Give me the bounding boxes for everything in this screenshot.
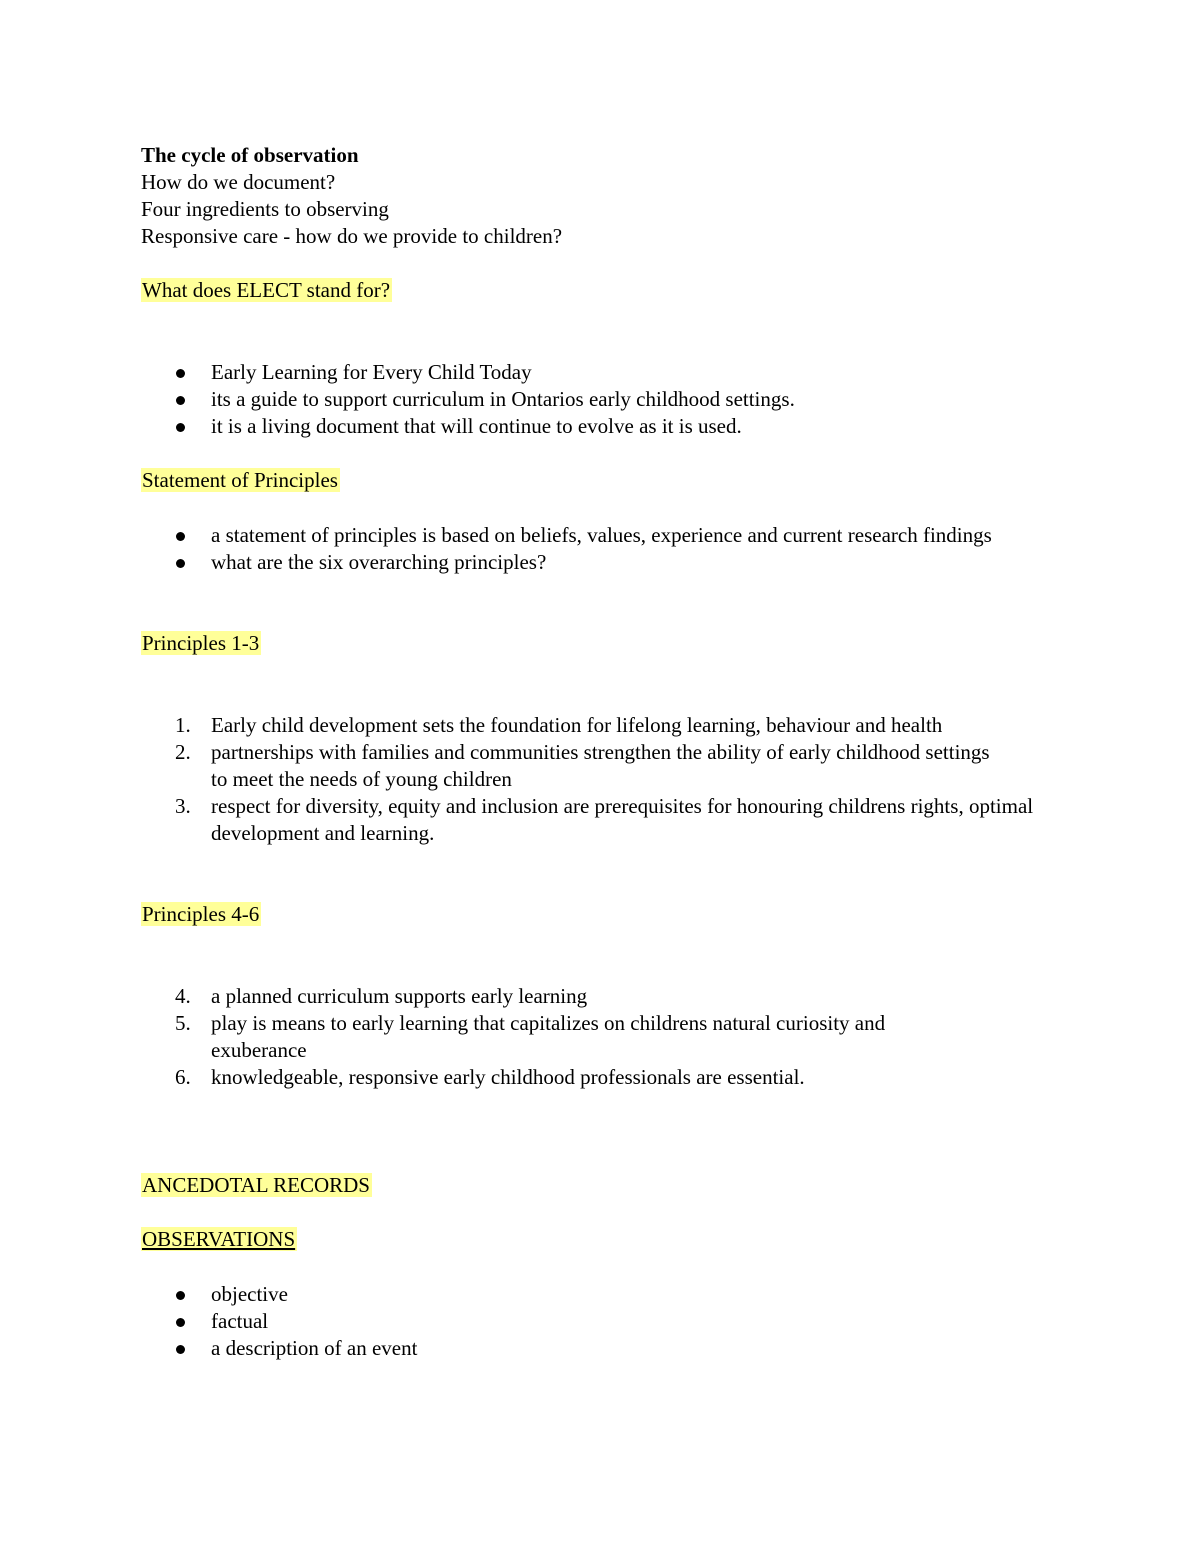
- list-item: 3. respect for diversity, equity and inclusion are prerequisites for honouring childrens rights, optimal development and learning.: [175, 794, 1034, 845]
- list-number: 2.: [175, 740, 191, 764]
- principles-4-6-heading-row: [141, 901, 1071, 928]
- list-item: its a guide to support curriculum in Ontarios early childhood settings.: [141, 386, 1071, 413]
- elect-heading-row: [141, 277, 1071, 304]
- principles-1-3-heading: Principles 1-3: [142, 631, 260, 655]
- bullet-icon: [176, 423, 185, 432]
- statement-heading: Statement of Principles: [142, 468, 338, 492]
- list-item: factual: [141, 1308, 1071, 1335]
- statement-heading-row: [141, 467, 1071, 494]
- document-title: The cycle of observation: [141, 143, 359, 167]
- list-number: 5.: [175, 1011, 191, 1035]
- list-item: a statement of principles is based on beliefs, values, experience and current research findings: [141, 522, 1071, 549]
- elect-list: [141, 359, 1071, 440]
- anecdotal-heading-row: [141, 1172, 1071, 1199]
- intro-line: How do we document?: [141, 170, 336, 194]
- intro-line: Responsive care - how do we provide to children?: [141, 224, 563, 248]
- intro-line: Four ingredients to observing: [141, 197, 389, 221]
- list-item: 4. a planned curriculum supports early learning: [175, 984, 588, 1008]
- observations-heading-row: [141, 1226, 1071, 1253]
- bullet-icon: [176, 1345, 185, 1354]
- list-item: 5. play is means to early learning that capitalizes on childrens natural curiosity and exuberance: [175, 1011, 886, 1062]
- bullet-icon: [176, 396, 185, 405]
- principles-4-6-list: [141, 983, 1071, 1091]
- bullet-icon: [176, 369, 185, 378]
- principles-4-6-heading: Principles 4-6: [142, 902, 260, 926]
- principles-1-3-list: [141, 712, 1071, 847]
- bullet-icon: [176, 559, 185, 568]
- observations-list: [141, 1281, 1071, 1362]
- list-number: 3.: [175, 794, 191, 818]
- statement-list: [141, 522, 1071, 576]
- list-item: objective: [141, 1281, 1071, 1308]
- list-number: 4.: [175, 984, 191, 1008]
- principles-1-3-heading-row: [141, 630, 1071, 657]
- list-item: 1. Early child development sets the foundation for lifelong learning, behaviour and health: [175, 713, 943, 737]
- document-page: [141, 142, 1071, 1362]
- elect-heading: What does ELECT stand for?: [142, 278, 391, 302]
- observations-heading: OBSERVATIONS: [142, 1227, 296, 1251]
- list-item: Early Learning for Every Child Today: [141, 359, 1071, 386]
- list-number: 6.: [175, 1065, 191, 1089]
- anecdotal-heading: ANCEDOTAL RECORDS: [142, 1173, 370, 1197]
- list-item: it is a living document that will continue to evolve as it is used.: [141, 413, 1071, 440]
- bullet-icon: [176, 1318, 185, 1327]
- list-item: 6. knowledgeable, responsive early childhood professionals are essential.: [175, 1065, 805, 1089]
- bullet-icon: [176, 1291, 185, 1300]
- list-item: 2. partnerships with families and communities strengthen the ability of early childhood settings to meet the needs of young children: [175, 740, 990, 791]
- bullet-icon: [176, 532, 185, 541]
- list-item: a description of an event: [141, 1335, 1071, 1362]
- list-item: what are the six overarching principles?: [141, 549, 1071, 576]
- list-number: 1.: [175, 713, 191, 737]
